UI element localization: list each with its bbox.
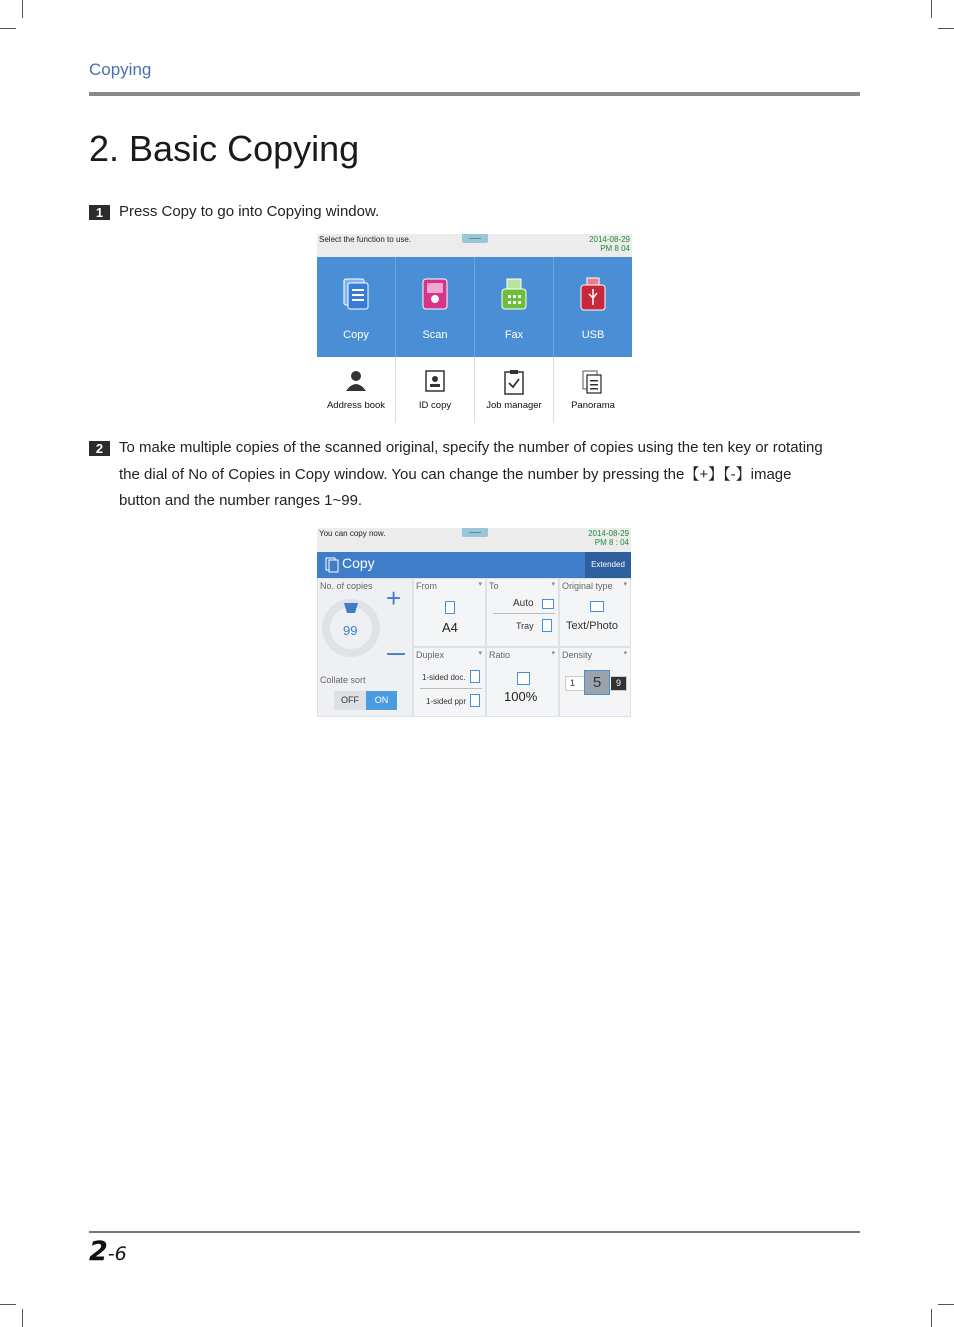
home-screen	[317, 234, 632, 423]
copy-tile[interactable]	[317, 257, 396, 357]
title-number: 2.	[89, 128, 120, 169]
scan-icon	[420, 277, 450, 313]
caret-icon: ▾	[478, 581, 482, 588]
crop-mark	[22, 0, 23, 18]
crop-mark	[938, 1304, 954, 1305]
ppr-icon	[470, 694, 480, 707]
copy-icon	[341, 277, 371, 313]
caret-icon: ▾	[551, 581, 555, 588]
tile-label: USB	[581, 329, 605, 341]
usb-tile[interactable]	[554, 257, 632, 357]
status-bar	[317, 528, 631, 551]
original-type-cell[interactable]	[559, 578, 631, 647]
tile-label: Panorama	[571, 400, 615, 411]
fax-icon	[499, 277, 529, 313]
density-min: 1	[570, 678, 576, 688]
duplex-ppr: 1-sided ppr	[426, 697, 467, 706]
scan-tile[interactable]	[396, 257, 475, 357]
divider	[493, 613, 555, 614]
ratio-icon	[517, 672, 530, 685]
crop-mark	[938, 28, 954, 29]
doc-icon	[470, 670, 480, 683]
collate-off-button[interactable]: OFF	[334, 691, 366, 710]
step-number: 2	[89, 441, 110, 456]
drawer-handle[interactable]	[462, 234, 488, 243]
ratio-caption: Ratio	[489, 650, 511, 660]
status-bar	[317, 234, 632, 257]
copies-caption: No. of copies	[320, 581, 373, 591]
text-photo-icon	[590, 601, 604, 612]
minus-button[interactable]: —	[387, 643, 405, 663]
paper-icon	[445, 601, 455, 614]
duplex-caption: Duplex	[416, 650, 445, 660]
crop-mark	[931, 1309, 932, 1327]
divider	[420, 688, 482, 689]
page-number	[89, 1236, 127, 1267]
step-number: 1	[89, 205, 110, 220]
original-caption: Original type	[562, 581, 613, 591]
date: 2014-08-29	[589, 235, 630, 244]
ratio-cell[interactable]	[486, 647, 559, 717]
page-title	[89, 128, 359, 170]
fax-tile[interactable]	[475, 257, 554, 357]
panorama-tile[interactable]	[554, 357, 632, 423]
job-manager-tile[interactable]	[475, 357, 554, 423]
density-cell[interactable]	[559, 647, 631, 717]
status-message: Select the function to use.	[319, 235, 412, 244]
tray-icon	[542, 619, 552, 632]
to-cell[interactable]	[486, 578, 559, 647]
tile-label: Fax	[504, 329, 524, 341]
caret-icon: ▾	[623, 581, 627, 588]
drawer-handle[interactable]	[462, 528, 488, 537]
time: PM 8 04	[600, 244, 630, 253]
copy-header	[317, 552, 631, 578]
tile-label: Scan	[422, 329, 448, 341]
ratio-value: 100%	[504, 689, 538, 704]
copy-screen	[317, 528, 631, 717]
address-book-tile[interactable]	[317, 357, 396, 423]
copy-icon	[325, 557, 339, 573]
tile-label: Copy	[343, 329, 369, 341]
secondary-tiles	[317, 357, 632, 423]
crop-mark	[22, 1309, 23, 1327]
density-max: 9	[611, 677, 626, 690]
to-caption: To	[489, 581, 499, 591]
crop-mark	[0, 28, 16, 29]
title-text: Basic Copying	[129, 128, 360, 169]
duplex-doc: 1-sided doc.	[422, 673, 466, 682]
extended-button[interactable]: Extended	[585, 552, 631, 578]
step-text-line: To make multiple copies of the scanned original, specify the number of copies using the ten key or rotating	[119, 439, 823, 456]
datetime	[588, 529, 629, 547]
plus-button[interactable]: +	[386, 583, 402, 613]
clipboard-icon	[502, 369, 526, 395]
from-value: A4	[442, 620, 458, 635]
caret-icon: ▾	[551, 650, 555, 657]
tile-label: Address book	[326, 400, 386, 411]
caret-icon: ▾	[478, 650, 482, 657]
tile-label: ID copy	[418, 400, 452, 411]
copy-settings	[317, 578, 631, 717]
step-text: Press Copy to go into Copying window.	[119, 203, 380, 220]
to-tray: Tray	[516, 621, 534, 631]
to-auto: Auto	[513, 598, 534, 609]
crop-mark	[931, 0, 932, 18]
status-message: You can copy now.	[319, 529, 386, 538]
page-suffix: -6	[107, 1243, 127, 1265]
person-icon	[344, 369, 368, 393]
density-caption: Density	[562, 650, 593, 660]
density-slider[interactable]: 5	[584, 670, 610, 695]
copy-title: Copy	[342, 555, 375, 571]
original-value: Text/Photo	[566, 620, 618, 632]
id-card-icon	[423, 369, 447, 393]
collate-caption: Collate sort	[320, 675, 366, 685]
caret-icon: ▾	[623, 650, 627, 657]
duplex-cell[interactable]	[413, 647, 486, 717]
tile-label: Job manager	[486, 400, 542, 411]
function-tiles	[317, 257, 632, 357]
step-text-line: button and the number ranges 1~99.	[119, 492, 363, 509]
datetime	[589, 235, 630, 253]
date: 2014-08-29	[588, 529, 629, 538]
from-caption: From	[416, 581, 437, 591]
collate-on-button[interactable]: ON	[366, 691, 397, 710]
header-rule	[89, 92, 860, 96]
crop-mark	[0, 1304, 16, 1305]
tray-auto-icon	[542, 599, 554, 609]
section-label: Copying	[89, 60, 152, 79]
footer-rule	[89, 1231, 860, 1233]
usb-icon	[578, 277, 608, 313]
chapter-number: 2	[89, 1236, 108, 1267]
pages-icon	[581, 369, 605, 395]
id-copy-tile[interactable]	[396, 357, 475, 423]
copies-value: 99	[343, 623, 358, 638]
copies-panel	[317, 578, 413, 717]
from-cell[interactable]	[413, 578, 486, 647]
step-text-line: the dial of No of Copies in Copy window. You can change the number by pressing the【+】【-】image	[119, 465, 792, 483]
time: PM 8 : 04	[594, 538, 629, 547]
